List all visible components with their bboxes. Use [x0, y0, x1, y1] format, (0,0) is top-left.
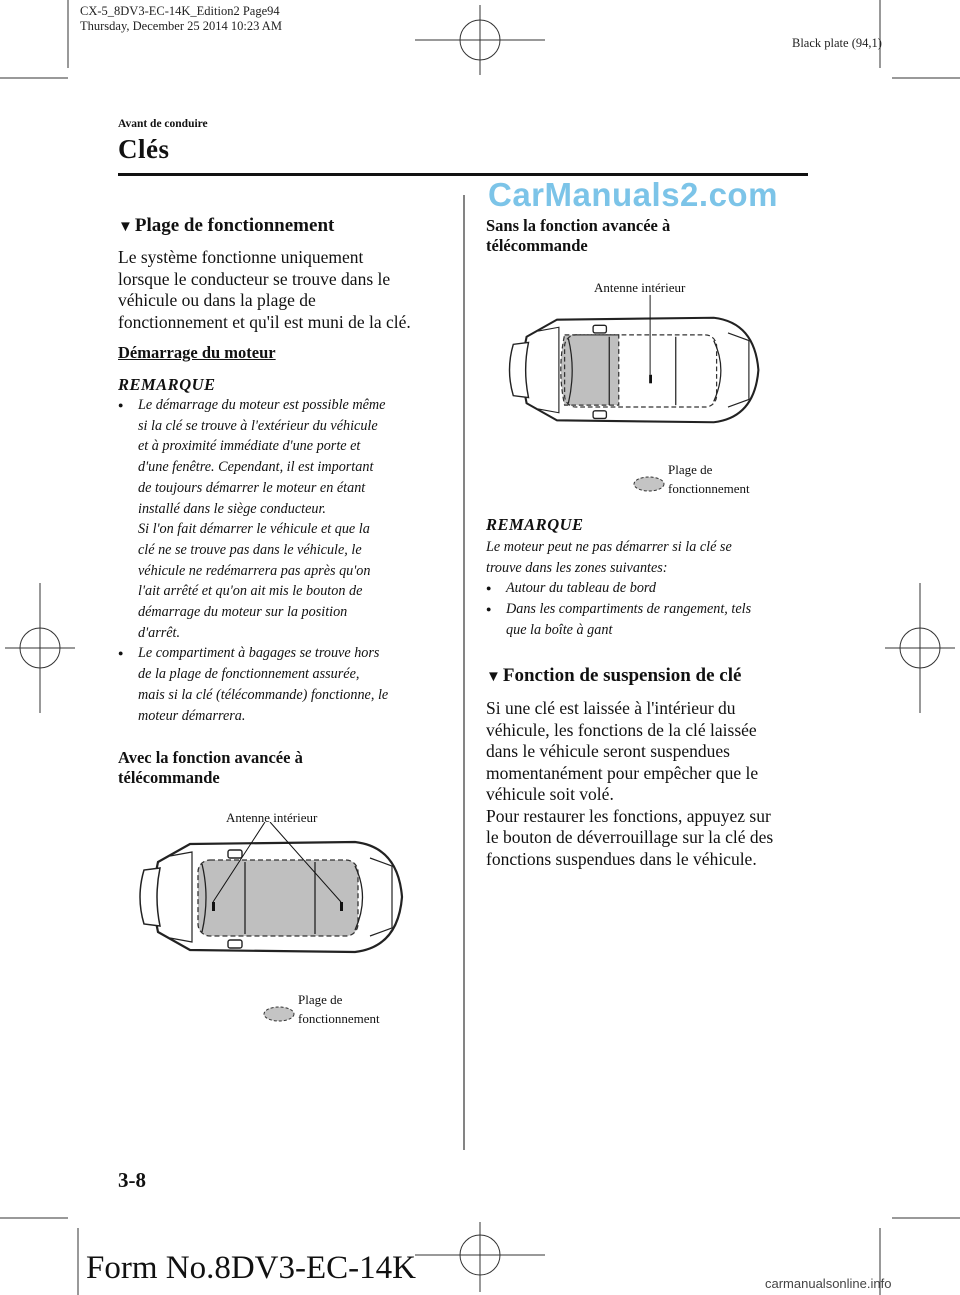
subheading-engine-start: Démarrage du moteur [118, 343, 276, 362]
text-line: Le moteur peut ne pas démarrer si la clé se [486, 539, 732, 555]
triangle-icon: ▼ [486, 669, 501, 685]
text-line: Plage de [298, 992, 343, 1007]
text-line: Avec la fonction avancée à [118, 748, 303, 767]
text-line: mais si la clé (télécommande) fonctionne, le [138, 686, 389, 703]
antenna-label: Antenne intérieur [226, 810, 318, 825]
range-legend-icon [632, 475, 666, 493]
text-line: Pour restaurer les fonctions, appuyez sur [486, 805, 771, 826]
text-line: installé dans le siège conducteur. [138, 500, 326, 517]
text-line: que la boîte à gant [506, 621, 613, 638]
list-item [486, 578, 816, 599]
text-line: momentanément pour empêcher que le [486, 762, 759, 783]
heading-text: Fonction de suspension de clé [502, 665, 742, 686]
list-item [118, 643, 458, 726]
watermark-site: carmanualsonline.info [765, 1276, 892, 1291]
text-line: moteur démarrera. [138, 707, 246, 724]
list-item [118, 395, 458, 643]
heading-text: Plage de fonctionnement [134, 215, 335, 236]
text-line: ● Le démarrage du moteur est possible même [138, 397, 386, 413]
plate-label: Black plate (94,1) [792, 36, 882, 50]
text-line: d'arrêt. [138, 624, 181, 641]
range-label [668, 460, 750, 498]
text-line: dans le véhicule seront suspendues [486, 741, 730, 761]
list-item [486, 599, 816, 640]
text-line: et à proximité immédiate d'une porte et [138, 438, 361, 455]
remark-body [486, 537, 816, 641]
text-line: Sans la fonction avancée à [486, 216, 671, 235]
text-line: fonctions suspendues dans le véhicule. [486, 848, 757, 869]
text-line: ● Dans les compartiments de rangement, tels [506, 601, 752, 618]
suspension-paragraph [486, 698, 816, 870]
intro-paragraph [118, 247, 458, 333]
car-diagram-without-feature [500, 290, 785, 450]
text-line: clé ne se trouve pas dans le véhicule, le [138, 541, 362, 558]
text-line: Si une clé est laissée à l'intérieur du [486, 698, 736, 718]
breadcrumb: Avant de conduire [118, 118, 208, 130]
remark-list [118, 395, 458, 726]
triangle-icon: ▼ [118, 219, 133, 235]
remark-title: REMARQUE [118, 375, 216, 394]
text-line: fonctionnement [668, 481, 750, 496]
page-title: Clés [118, 134, 170, 164]
page-number: 3-8 [118, 1168, 146, 1192]
range-legend-icon [262, 1005, 296, 1023]
text-line: de la plage de fonctionnement assurée, [138, 666, 360, 683]
watermark-logo: CarManuals2.com [488, 176, 778, 213]
antenna-label: Antenne intérieur [594, 280, 686, 295]
text-line: ● Le compartiment à bagages se trouve hors [138, 645, 380, 662]
text-line: fonctionnement [298, 1011, 380, 1026]
text-line: véhicule, les fonctions de la clé laissée [486, 719, 757, 740]
text-line: le bouton de déverrouillage sur la clé des [486, 827, 774, 847]
text-line: véhicule ne redémarrera pas après qu'on [138, 562, 371, 579]
remark-title: REMARQUE [486, 515, 584, 534]
figure-title-without-feature [486, 216, 670, 256]
text-line: lorsque le conducteur se trouve dans le [118, 268, 391, 289]
form-number: Form No.8DV3-EC-14K [86, 1250, 416, 1286]
text-line: l'ait arrêté et qu'on ait mis le bouton de [138, 583, 363, 600]
text-line: trouve dans les zones suivantes: [486, 559, 668, 576]
text-line: véhicule ou dans la plage de [118, 290, 316, 310]
text-line: ● Autour du tableau de bord [506, 580, 657, 597]
text-line: démarrage du moteur sur la position [138, 604, 348, 621]
figure-title-with-feature [118, 748, 303, 788]
file-date: Thursday, December 25 2014 10:23 AM [80, 19, 282, 33]
text-line: Le système fonctionne uniquement [118, 247, 364, 267]
car-diagram-with-feature [130, 822, 430, 972]
text-line: de toujours démarrer le moteur en étant [138, 479, 366, 496]
text-line: Plage de [668, 462, 713, 477]
text-line: Si l'on fait démarrer le véhicule et que la [138, 521, 370, 538]
text-line: véhicule soit volé. [486, 784, 614, 804]
text-line: fonctionnement et qu'il est muni de la clé. [118, 311, 411, 332]
text-line: si la clé se trouve à l'extérieur du véhicule [138, 417, 378, 434]
text-line: d'une fenêtre. Cependant, il est important [138, 459, 374, 476]
file-name: CX-5_8DV3-EC-14K_Edition2 Page94 [80, 4, 280, 18]
range-label [298, 990, 380, 1028]
text-line: télécommande [118, 768, 220, 787]
file-info [80, 4, 282, 34]
section-heading-range [118, 215, 334, 237]
text-line: télécommande [486, 236, 588, 255]
section-heading-suspension [486, 665, 741, 687]
